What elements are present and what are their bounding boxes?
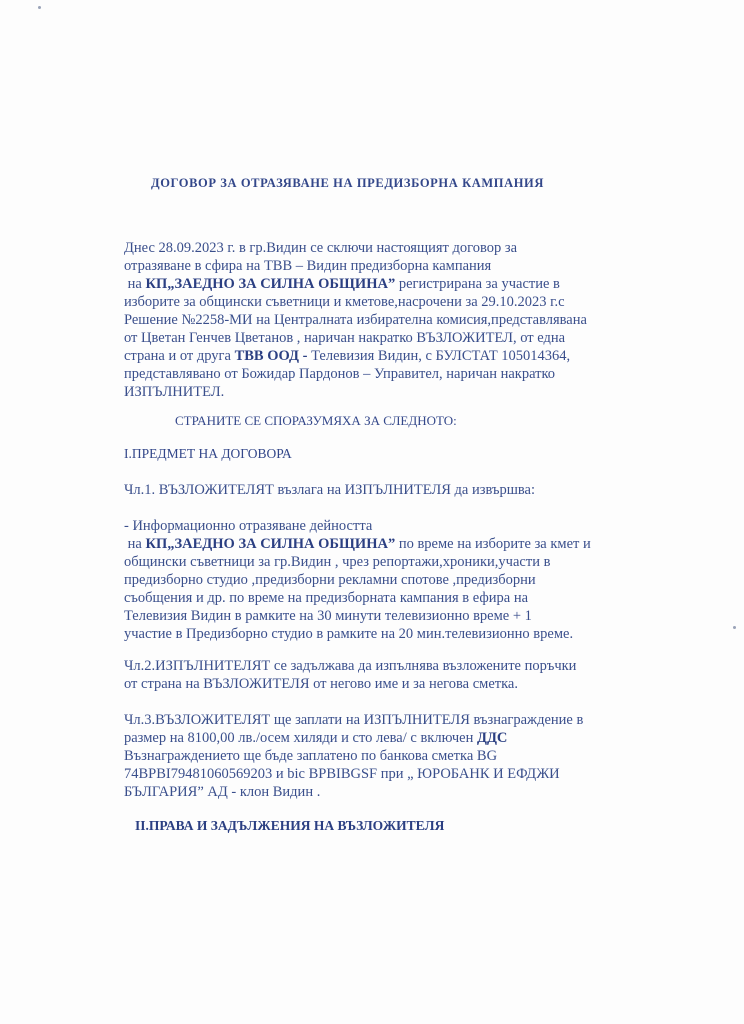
article-1-body-line: участие в Предизборно студио в рамките на 20 мин.телевизионно време. xyxy=(124,626,574,642)
article-3-line: БЪЛГАРИЯ” АД - клон Видин . xyxy=(124,784,321,800)
intro-line: представлявано от Божидар Пардонов – Управител, наричан накратко xyxy=(124,366,556,382)
document-title: ДОГОВОР ЗА ОТРАЗЯВАНЕ НА ПРЕДИЗБОРНА КАМПАНИЯ xyxy=(151,176,544,190)
article-2-line: от страна на ВЪЗЛОЖИТЕЛЯ от негово име и за негова сметка. xyxy=(124,676,518,692)
article-3 xyxy=(124,711,644,801)
article-3-line: Чл.3.ВЪЗЛОЖИТЕЛЯТ ще заплати на ИЗПЪЛНИТЕЛЯ възнаграждение в xyxy=(124,712,584,728)
article-3-line: 74BPBI79481060569203 и bic BPBIBGSF при „ ЮРОБАНК И ЕФДЖИ xyxy=(124,766,560,782)
article-3-line: размер на 8100,00 лв./осем хиляди и сто лева/ с включен ДДС xyxy=(124,730,508,746)
scan-speck xyxy=(733,626,736,629)
section-2-heading: II.ПРАВА И ЗАДЪЛЖЕНИЯ НА ВЪЗЛОЖИТЕЛЯ xyxy=(135,818,445,833)
intro-line: от Цветан Генчев Цветанов , наричан накратко ВЪЗЛОЖИТЕЛ, от една xyxy=(124,330,566,346)
intro-line: страна и от друга ТВВ ООД - Телевизия Видин, с БУЛСТАТ 105014364, xyxy=(124,348,571,364)
intro-line: на КП„ЗАЕДНО ЗА СИЛНА ОБЩИНА” регистрирана за участие в xyxy=(127,276,560,292)
article-1-body-line: на КП„ЗАЕДНО ЗА СИЛНА ОБЩИНА” по време на изборите за кмет и xyxy=(127,536,591,552)
section-1-heading: I.ПРЕДМЕТ НА ДОГОВОРА xyxy=(124,446,292,461)
article-1-body xyxy=(124,517,644,643)
agreement-heading: СТРАНИТЕ СЕ СПОРАЗУМЯХА ЗА СЛЕДНОТО: xyxy=(175,413,457,428)
intro-line: отразяване в сфира на ТВВ – Видин предизборна кампания xyxy=(124,258,492,274)
intro-line: ИЗПЪЛНИТЕЛ. xyxy=(124,384,225,400)
article-1 xyxy=(124,481,644,499)
article-1-body-line: общински съветници за гр.Видин , чрез репортажи,хроники,участи в xyxy=(124,554,551,570)
article-2 xyxy=(124,657,644,693)
intro-line: изборите за общински съветници и кметове,насрочени за 29.10.2023 г.с xyxy=(124,294,565,310)
party-name: КП„ЗАЕДНО ЗА СИЛНА ОБЩИНА” xyxy=(145,276,396,292)
intro-line: Днес 28.09.2023 г. в гр.Видин се сключи настоящият договор за xyxy=(124,240,518,256)
article-1-body-line: предизборно студио ,предизборни рекламни спотове ,предизборни xyxy=(124,572,536,588)
scan-speck xyxy=(38,6,41,9)
intro-line: Решение №2258-МИ на Централната избирателна комисия,представлявана xyxy=(124,312,587,328)
article-3-line: Възнаграждението ще бъде заплатено по банкова сметка BG xyxy=(124,748,498,764)
article-2-line: Чл.2.ИЗПЪЛНИТЕЛЯТ се задължава да изпълнява възложените поръчки xyxy=(124,658,577,674)
contractor-name: ТВВ ООД - xyxy=(234,348,308,364)
article-1-body-line: - Информационно отразяване дейността xyxy=(124,518,373,534)
article-1-line: Чл.1. ВЪЗЛОЖИТЕЛЯТ възлага на ИЗПЪЛНИТЕЛЯ да извършва: xyxy=(124,482,535,498)
article-1-body-line: Телевизия Видин в рамките на 30 минути телевизионно време + 1 xyxy=(124,608,532,624)
intro-paragraph xyxy=(124,239,644,401)
article-1-body-line: съобщения и др. по време на предизборната кампания в ефира на xyxy=(124,590,529,606)
vat-label: ДДС xyxy=(476,730,508,746)
party-name: КП„ЗАЕДНО ЗА СИЛНА ОБЩИНА” xyxy=(145,536,396,552)
